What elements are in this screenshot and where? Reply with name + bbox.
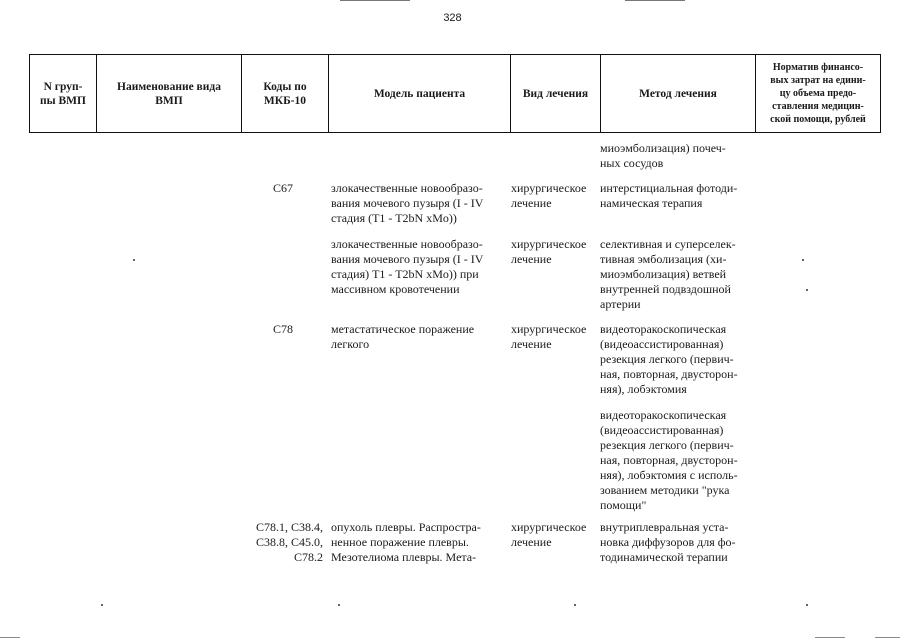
header-treatment-type: Вид лечения — [510, 55, 600, 132]
row-5-icd: C78.1, C38.4, C38.8, C45.0, C78.2 — [255, 520, 323, 564]
header-icd-codes: Коды по МКБ-10 — [241, 55, 328, 132]
row-3-treatment: хирургическое лечение — [511, 322, 587, 351]
bottom-scan-edge — [0, 637, 20, 638]
row-3-icd: C78 — [272, 322, 293, 336]
scan-speck — [806, 604, 808, 606]
row-2-method: селективная и суперселек- тивная эмболизация (хи- миоэмболизация) ветвей внутренней подвздошной артерии — [600, 237, 736, 311]
header-group-number: N груп- пы ВМП — [40, 80, 86, 107]
row-1-treatment: хирургическое лечение — [511, 181, 587, 210]
row-5-model: опухоль плевры. Распростра- ненное поражение плевры. Мезотелиома плевры. Мета- — [331, 520, 481, 564]
row-5-method: внутриплевральная уста- новка диффузоров для фо- тодинамической терапии — [600, 520, 736, 564]
row-3-method: видеоторакоскопическая (видеоассистированная) резекция легкого (первич- ная, повторная, двусторон- няя), лобэктомия — [600, 322, 738, 396]
scan-speck — [806, 289, 808, 291]
header-treatment-method: Метод лечения — [600, 55, 755, 132]
row-1-method: интерстициальная фотоди- намическая терапия — [600, 181, 738, 210]
row-2-model: злокачественные новообразо- вания мочевого пузыря (I - IV стадия) T1 - T2bN xMo)) при массивном кровотечении — [331, 237, 484, 296]
bottom-scan-edge — [875, 637, 900, 638]
header-patient-model: Модель пациента — [328, 55, 510, 132]
top-scan-edge — [340, 0, 410, 1]
header-vmp-name: Наименование вида ВМП — [96, 55, 241, 132]
row-3-model: метастатическое поражение легкого — [331, 322, 475, 351]
scan-speck — [338, 604, 340, 606]
row-1-icd: C67 — [272, 181, 293, 195]
header-cost-standard: Норматив финансо- вых затрат на едини- цу объема предо- ставления медицин- ской помощи, рублей — [755, 55, 880, 132]
row-0-method: миоэмболизация) почеч- ных сосудов — [600, 141, 726, 170]
row-2-treatment: хирургическое лечение — [511, 237, 587, 266]
bottom-scan-edge — [815, 637, 845, 638]
top-scan-edge — [625, 0, 685, 1]
row-1-model: злокачественные новообразо- вания мочевого пузыря (I - IV стадия (T1 - T2bN xMo)) — [331, 181, 484, 225]
page-number: 328 — [443, 12, 462, 24]
row-4-method: видеоторакоскопическая (видеоассистированная) резекция легкого (первич- ная, повторная, двусторон- няя), лобэктомия с исполь- зованием методики "рука помощи" — [600, 408, 738, 512]
scan-speck — [574, 604, 576, 606]
table-header — [29, 54, 881, 133]
scan-speck — [101, 604, 103, 606]
row-5-treatment: хирургическое лечение — [511, 520, 587, 549]
scan-speck — [133, 259, 135, 261]
scan-speck — [802, 259, 804, 261]
